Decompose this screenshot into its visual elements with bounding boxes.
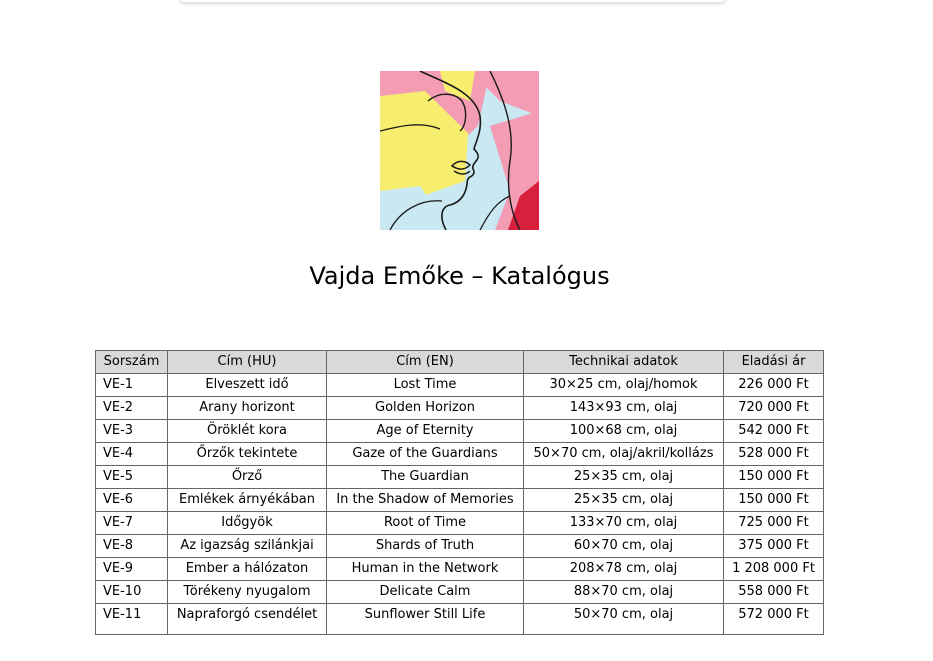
table-row bbox=[96, 558, 824, 581]
cell-code: VE-2 bbox=[96, 397, 168, 420]
cell-technical: 50×70 cm, olaj/akril/kollázs bbox=[524, 443, 724, 466]
cell-price: 226 000 Ft bbox=[724, 374, 824, 397]
cell-technical: 133×70 cm, olaj bbox=[524, 512, 724, 535]
cell-code: VE-1 bbox=[96, 374, 168, 397]
cell-price: 725 000 Ft bbox=[724, 512, 824, 535]
table-row bbox=[96, 581, 824, 604]
cell-code: VE-4 bbox=[96, 443, 168, 466]
header-technikai-adatok: Technikai adatok bbox=[524, 351, 724, 374]
cell-code: VE-9 bbox=[96, 558, 168, 581]
table-header-row bbox=[96, 351, 824, 374]
cell-title-en: The Guardian bbox=[327, 466, 524, 489]
cell-title-hu: Öröklét kora bbox=[168, 420, 327, 443]
table-row bbox=[96, 489, 824, 512]
cell-title-hu: Őrzők tekintete bbox=[168, 443, 327, 466]
cell-code: VE-10 bbox=[96, 581, 168, 604]
cell-title-hu: Elveszett idő bbox=[168, 374, 327, 397]
toolbar-shadow bbox=[180, 0, 725, 2]
cell-price: 375 000 Ft bbox=[724, 535, 824, 558]
cell-title-hu: Őrző bbox=[168, 466, 327, 489]
cell-title-en: Sunflower Still Life bbox=[327, 604, 524, 635]
table-row bbox=[96, 512, 824, 535]
cell-price: 542 000 Ft bbox=[724, 420, 824, 443]
cell-title-en: In the Shadow of Memories bbox=[327, 489, 524, 512]
header-cim-en: Cím (EN) bbox=[327, 351, 524, 374]
cell-title-hu: Az igazság szilánkjai bbox=[168, 535, 327, 558]
cell-code: VE-5 bbox=[96, 466, 168, 489]
cell-title-en: Age of Eternity bbox=[327, 420, 524, 443]
cell-title-en: Shards of Truth bbox=[327, 535, 524, 558]
cell-technical: 208×78 cm, olaj bbox=[524, 558, 724, 581]
cell-price: 572 000 Ft bbox=[724, 604, 824, 635]
cell-code: VE-8 bbox=[96, 535, 168, 558]
cell-title-hu: Emlékek árnyékában bbox=[168, 489, 327, 512]
cell-price: 150 000 Ft bbox=[724, 466, 824, 489]
cell-price: 150 000 Ft bbox=[724, 489, 824, 512]
cell-technical: 30×25 cm, olaj/homok bbox=[524, 374, 724, 397]
cell-title-en: Delicate Calm bbox=[327, 581, 524, 604]
cell-price: 528 000 Ft bbox=[724, 443, 824, 466]
face-line-art-icon bbox=[380, 71, 539, 230]
cell-price: 558 000 Ft bbox=[724, 581, 824, 604]
header-eladasi-ar: Eladási ár bbox=[724, 351, 824, 374]
cell-code: VE-6 bbox=[96, 489, 168, 512]
table-row bbox=[96, 604, 824, 635]
cell-technical: 88×70 cm, olaj bbox=[524, 581, 724, 604]
cell-title-hu: Időgyök bbox=[168, 512, 327, 535]
page-title: Vajda Emőke – Katalógus bbox=[309, 262, 610, 290]
cell-title-hu: Törékeny nyugalom bbox=[168, 581, 327, 604]
cell-technical: 25×35 cm, olaj bbox=[524, 466, 724, 489]
cell-title-en: Human in the Network bbox=[327, 558, 524, 581]
cell-code: VE-11 bbox=[96, 604, 168, 635]
cell-technical: 60×70 cm, olaj bbox=[524, 535, 724, 558]
cell-price: 1 208 000 Ft bbox=[724, 558, 824, 581]
cell-title-en: Golden Horizon bbox=[327, 397, 524, 420]
header-cim-hu: Cím (HU) bbox=[168, 351, 327, 374]
catalog-table bbox=[95, 350, 824, 635]
table-row bbox=[96, 397, 824, 420]
cell-title-hu: Arany horizont bbox=[168, 397, 327, 420]
table-row bbox=[96, 443, 824, 466]
cell-title-hu: Ember a hálózaton bbox=[168, 558, 327, 581]
cell-title-en: Lost Time bbox=[327, 374, 524, 397]
table-row bbox=[96, 374, 824, 397]
cell-title-hu: Napraforgó csendélet bbox=[168, 604, 327, 635]
table-row bbox=[96, 466, 824, 489]
table-row bbox=[96, 420, 824, 443]
table-row bbox=[96, 535, 824, 558]
cell-title-en: Gaze of the Guardians bbox=[327, 443, 524, 466]
cell-code: VE-7 bbox=[96, 512, 168, 535]
cell-price: 720 000 Ft bbox=[724, 397, 824, 420]
cell-technical: 100×68 cm, olaj bbox=[524, 420, 724, 443]
cell-technical: 50×70 cm, olaj bbox=[524, 604, 724, 635]
cell-technical: 25×35 cm, olaj bbox=[524, 489, 724, 512]
cell-technical: 143×93 cm, olaj bbox=[524, 397, 724, 420]
cell-code: VE-3 bbox=[96, 420, 168, 443]
header-sorszam: Sorszám bbox=[96, 351, 168, 374]
cell-title-en: Root of Time bbox=[327, 512, 524, 535]
